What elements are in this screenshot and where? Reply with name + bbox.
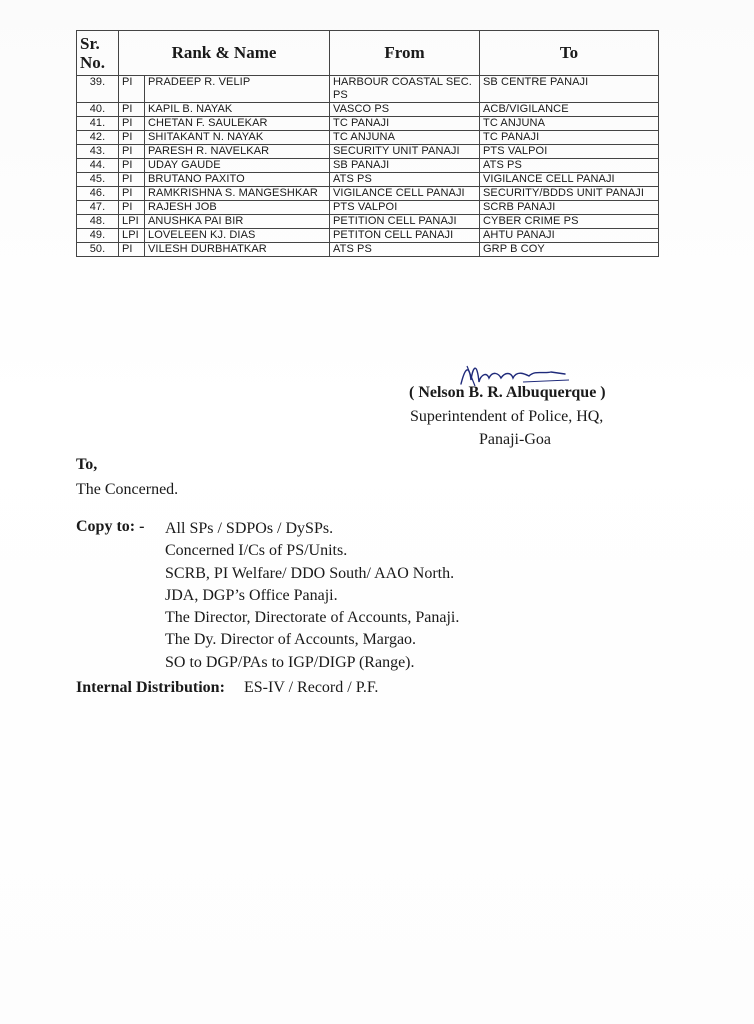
cell-to: SCRB PANAJI (480, 201, 659, 215)
cell-name: UDAY GAUDE (145, 159, 330, 173)
table-row (77, 117, 659, 131)
cell-name: PARESH R. NAVELKAR (145, 145, 330, 159)
cell-from: VIGILANCE CELL PANAJI (330, 187, 480, 201)
cell-from: HARBOUR COASTAL SEC. PS (330, 76, 480, 103)
cell-from: VASCO PS (330, 103, 480, 117)
table-row (77, 103, 659, 117)
copy-to-item: The Director, Directorate of Accounts, Panaji. (165, 609, 460, 627)
header-sr-no: Sr. No. (77, 31, 119, 76)
header-to: To (480, 31, 659, 76)
cell-to: SECURITY/BDDS UNIT PANAJI (480, 187, 659, 201)
cell-rank: PI (119, 145, 145, 159)
cell-rank: PI (119, 201, 145, 215)
cell-sr-no: 46. (77, 187, 119, 201)
cell-rank: PI (119, 243, 145, 257)
cell-rank: PI (119, 76, 145, 103)
table-row (77, 243, 659, 257)
transfer-table (76, 30, 659, 257)
cell-name: RAJESH JOB (145, 201, 330, 215)
copy-to-item: SO to DGP/PAs to IGP/DIGP (Range). (165, 653, 415, 671)
cell-name: RAMKRISHNA S. MANGESHKAR (145, 187, 330, 201)
cell-to: AHTU PANAJI (480, 229, 659, 243)
cell-to: TC PANAJI (480, 131, 659, 145)
table-row (77, 173, 659, 187)
cell-from: SB PANAJI (330, 159, 480, 173)
cell-name: KAPIL B. NAYAK (145, 103, 330, 117)
cell-sr-no: 42. (77, 131, 119, 145)
to-label: To, (76, 456, 98, 473)
cell-rank: PI (119, 103, 145, 117)
cell-sr-no: 48. (77, 215, 119, 229)
cell-sr-no: 50. (77, 243, 119, 257)
copy-to-item: The Dy. Director of Accounts, Margao. (165, 631, 417, 649)
cell-sr-no: 39. (77, 76, 119, 103)
cell-sr-no: 44. (77, 159, 119, 173)
cell-to: PTS VALPOI (480, 145, 659, 159)
cell-rank: PI (119, 159, 145, 173)
to-value: The Concerned. (76, 481, 179, 498)
cell-to: ATS PS (480, 159, 659, 173)
table-header-row (77, 31, 659, 76)
cell-name: CHETAN F. SAULEKAR (145, 117, 330, 131)
copy-to-list (165, 518, 459, 674)
table-row (77, 229, 659, 243)
cell-from: PTS VALPOI (330, 201, 480, 215)
table-row (77, 215, 659, 229)
cell-from: TC ANJUNA (330, 131, 480, 145)
table-row (77, 145, 659, 159)
cell-sr-no: 40. (77, 103, 119, 117)
cell-name: ANUSHKA PAI BIR (145, 215, 330, 229)
table-row (77, 201, 659, 215)
cell-rank: PI (119, 173, 145, 187)
cell-rank: PI (119, 117, 145, 131)
cell-sr-no: 43. (77, 145, 119, 159)
table-row (77, 76, 659, 103)
cell-from: PETITON CELL PANAJI (330, 229, 480, 243)
cell-sr-no: 45. (77, 173, 119, 187)
cell-to: GRP B COY (480, 243, 659, 257)
copy-to-item: All SPs / SDPOs / DySPs. (165, 520, 334, 537)
copy-to-label: Copy to: - (76, 518, 145, 535)
signatory-name: ( Nelson B. R. Albuquerque ) (409, 384, 606, 401)
header-rank-name: Rank & Name (119, 31, 330, 76)
cell-rank: LPI (119, 229, 145, 243)
cell-name: PRADEEP R. VELIP (145, 76, 330, 103)
signatory-place: Panaji-Goa (479, 431, 551, 448)
cell-to: CYBER CRIME PS (480, 215, 659, 229)
cell-to: VIGILANCE CELL PANAJI (480, 173, 659, 187)
cell-from: ATS PS (330, 173, 480, 187)
cell-name: BRUTANO PAXITO (145, 173, 330, 187)
cell-name: VILESH DURBHATKAR (145, 243, 330, 257)
cell-to: ACB/VIGILANCE (480, 103, 659, 117)
cell-from: TC PANAJI (330, 117, 480, 131)
internal-distribution-value: ES-IV / Record / P.F. (244, 679, 379, 696)
copy-to-item: Concerned I/Cs of PS/Units. (165, 542, 348, 560)
cell-rank: LPI (119, 215, 145, 229)
cell-from: SECURITY UNIT PANAJI (330, 145, 480, 159)
cell-rank: PI (119, 187, 145, 201)
copy-to-item: JDA, DGP’s Office Panaji. (165, 586, 338, 604)
cell-sr-no: 49. (77, 229, 119, 243)
cell-name: LOVELEEN KJ. DIAS (145, 229, 330, 243)
table-row (77, 187, 659, 201)
header-from: From (330, 31, 480, 76)
internal-distribution-label: Internal Distribution: (76, 679, 225, 696)
signatory-designation: Superintendent of Police, HQ, (410, 408, 604, 425)
cell-name: SHITAKANT N. NAYAK (145, 131, 330, 145)
table-row (77, 159, 659, 173)
table-row (77, 131, 659, 145)
cell-rank: PI (119, 131, 145, 145)
cell-sr-no: 41. (77, 117, 119, 131)
cell-from: ATS PS (330, 243, 480, 257)
cell-from: PETITION CELL PANAJI (330, 215, 480, 229)
copy-to-item: SCRB, PI Welfare/ DDO South/ AAO North. (165, 564, 455, 582)
cell-to: TC ANJUNA (480, 117, 659, 131)
cell-to: SB CENTRE PANAJI (480, 76, 659, 103)
cell-sr-no: 47. (77, 201, 119, 215)
